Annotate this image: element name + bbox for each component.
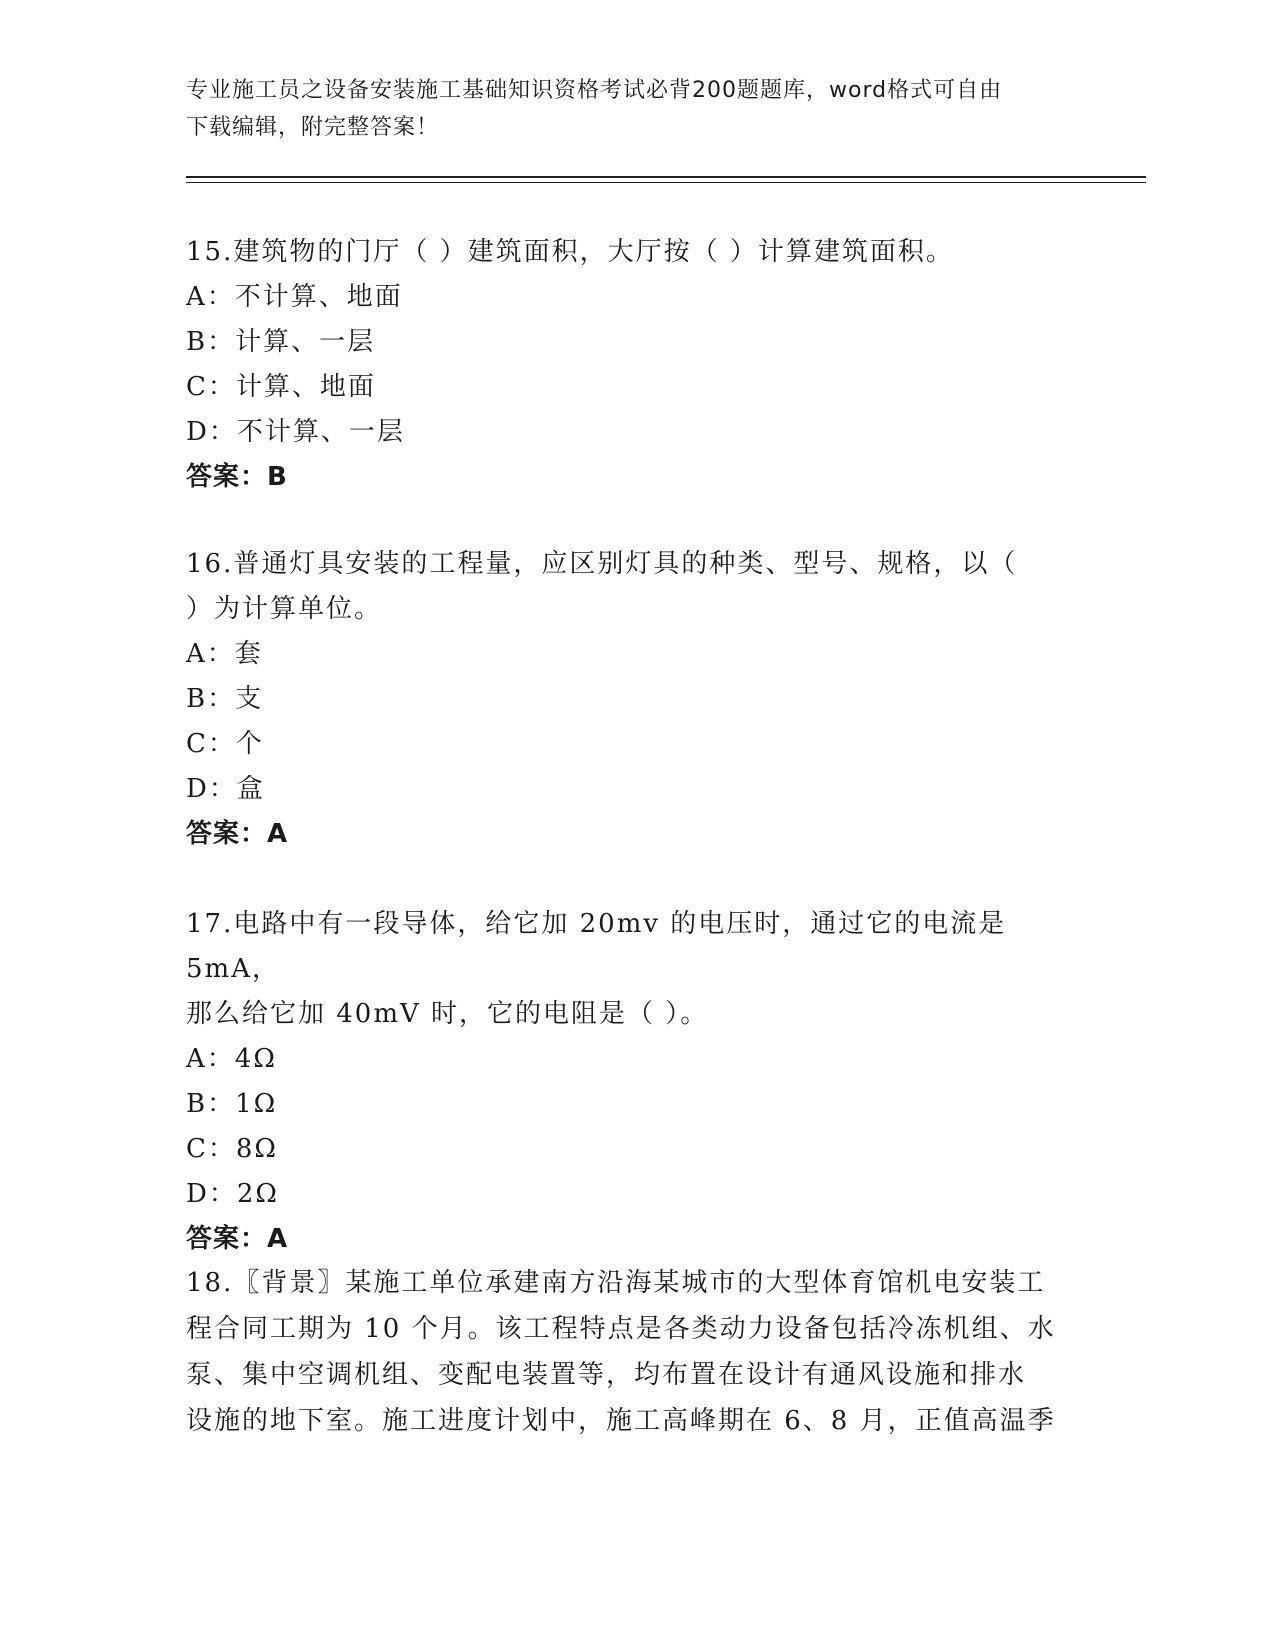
option-d: D：2Ω (186, 1179, 279, 1209)
option-c: C：8Ω (186, 1134, 278, 1164)
option-a: A：套 (186, 639, 263, 669)
question-text: 16.普通灯具安装的工程量，应区别灯具的种类、型号、规格，以（ ）为计算单位。 (186, 549, 1018, 624)
answer-label: 答案：A (186, 819, 289, 849)
option-b: B：1Ω (186, 1089, 278, 1119)
question-17 (186, 902, 1086, 1262)
question-16 (186, 542, 1086, 857)
header-divider-thick (186, 176, 1146, 178)
document-header-title: 专业施工员之设备安装施工基础知识资格考试必背200题题库，word格式可自由 下载编辑，附完整答案！ (186, 78, 1003, 140)
option-c: C：计算、地面 (186, 372, 376, 402)
option-c: C：个 (186, 729, 264, 759)
option-d: D：不计算、一层 (186, 417, 405, 447)
option-d: D：盒 (186, 774, 265, 804)
header-divider-thin (186, 182, 1146, 183)
option-b: B：计算、一层 (186, 327, 376, 357)
question-text: 17.电路中有一段导体，给它加 20mv 的电压时，通过它的电流是 5mA， 那么给它加 40mV 时，它的电阻是（ ）。 (186, 909, 1007, 1029)
option-a: A：不计算、地面 (186, 282, 403, 312)
question-18 (186, 1260, 1086, 1444)
question-text: 15.建筑物的门厅（ ）建筑面积，大厅按（ ）计算建筑面积。 (186, 237, 954, 267)
question-text: 18.〖背景〗某施工单位承建南方沿海某城市的大型体育馆机电安装工 程合同工期为 10 个月。该工程特点是各类动力设备包括冷冻机组、水 泵、集中空调机组、变配电装置等，均布置在设计有通风设施和排水 设施的地下室。施工进度计划中，施工高峰期在 6、8 月，正值高温季 (186, 1268, 1056, 1436)
answer-label: 答案：B (186, 462, 288, 492)
option-a: A：4Ω (186, 1044, 277, 1074)
question-15 (186, 230, 1086, 500)
answer-label: 答案：A (186, 1224, 289, 1254)
option-b: B：支 (186, 684, 264, 714)
